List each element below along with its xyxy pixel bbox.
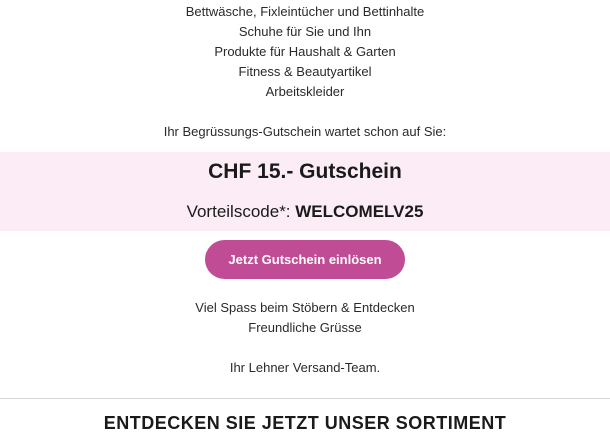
redeem-voucher-button-label: Jetzt Gutschein einlösen [228, 252, 382, 267]
voucher-code-label: Vorteilscode*: [186, 202, 291, 221]
category-line-household: Produkte für Haushalt & Garten [214, 44, 396, 59]
category-line-bedding: Bettwäsche, Fixleintücher und Bettinhalte [185, 4, 425, 19]
voucher-code-line [0, 200, 610, 224]
closing-line-greetings: Freundliche Grüsse [248, 320, 362, 335]
category-line-shoes: Schuhe für Sie und Ihn [238, 24, 372, 39]
voucher-code-value: WELCOMELV25 [295, 202, 424, 221]
voucher-title: CHF 15.- Gutschein [208, 160, 402, 183]
section-divider [0, 398, 610, 399]
closing-line-enjoy: Viel Spass beim Stöbern & Entdecken [195, 300, 415, 315]
voucher-intro-text: Ihr Begrüssungs-Gutschein wartet schon auf Sie: [163, 124, 447, 139]
redeem-voucher-button[interactable] [205, 240, 405, 279]
closing-signature: Ihr Lehner Versand-Team. [229, 360, 381, 375]
category-line-fitness: Fitness & Beautyartikel [238, 64, 372, 79]
assortment-heading: ENTDECKEN SIE JETZT UNSER SORTIMENT [103, 413, 507, 433]
category-line-workwear: Arbeitskleider [265, 84, 345, 99]
